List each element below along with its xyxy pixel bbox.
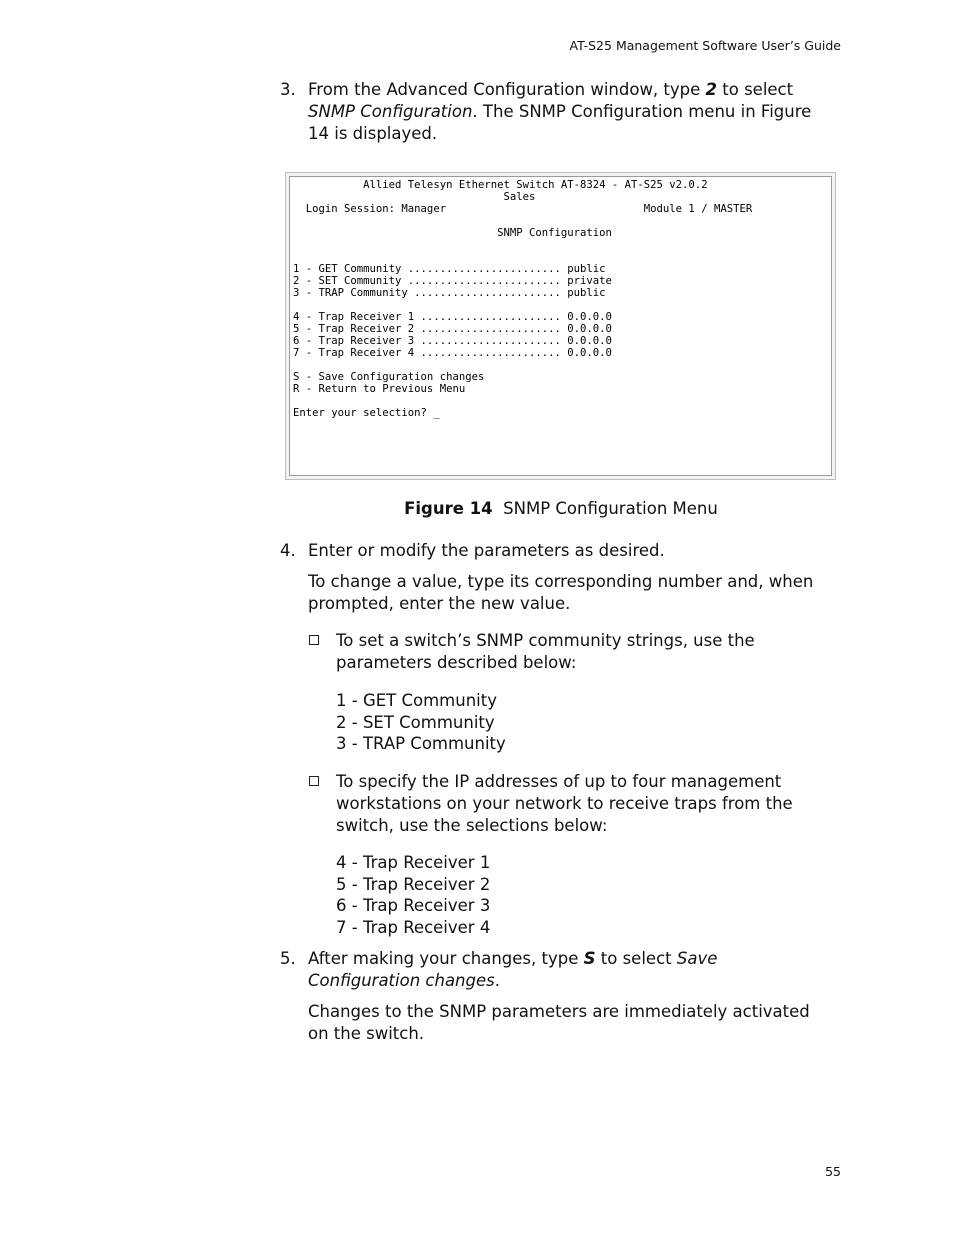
list-item: 2 - SET Community: [336, 712, 495, 732]
trap-receiver-list: [336, 852, 490, 939]
checkbox-bullet-icon: [309, 635, 319, 645]
key-emphasis: S: [583, 949, 596, 968]
terminal-line: SNMP Configuration: [293, 227, 612, 239]
bullet-trap-receivers: [308, 771, 838, 837]
running-header: AT-S25 Management Software User’s Guide: [569, 38, 841, 53]
terminal-line: S - Save Configuration changes: [293, 371, 485, 383]
terminal-window: [289, 176, 832, 476]
terminal-line: Enter your selection? _: [293, 407, 440, 419]
paragraph-change-value: To change a value, type its corresponding number and, when prompted, enter the new value.: [308, 572, 814, 613]
terminal-line: 2 - SET Community ........................ private: [293, 275, 612, 287]
terminal-line: R - Return to Previous Menu: [293, 383, 466, 395]
step-number: 5.: [280, 949, 296, 968]
step-text: Enter or modify the parameters as desired.: [308, 541, 665, 560]
terminal-screenshot: [285, 172, 836, 480]
page-number: 55: [825, 1164, 841, 1179]
figure-caption: [0, 499, 954, 518]
figure-title: SNMP Configuration Menu: [503, 499, 718, 518]
key-emphasis: 2: [705, 80, 718, 99]
bullet-text: To set a switch’s SNMP community strings, use the parameters described below:: [336, 631, 755, 672]
menu-name-emphasis: Save Configuration changes: [308, 949, 718, 990]
step-number: 3.: [280, 80, 296, 99]
list-item: 5 - Trap Receiver 2: [336, 874, 491, 894]
terminal-line: Allied Telesyn Ethernet Switch AT-8324 - AT-S25 v2.0.2: [293, 179, 708, 191]
terminal-line: 5 - Trap Receiver 2 ...................... 0.0.0.0: [293, 323, 612, 335]
bullet-community-strings: [308, 630, 838, 674]
step-number: 4.: [280, 541, 296, 560]
menu-name-emphasis: SNMP Configuration: [308, 102, 473, 121]
step-text: From the Advanced Configuration window, type 2 to select SNMP Configuration. The SNMP Configuration menu in Figure 14 is displayed.: [308, 80, 812, 143]
step-5: [280, 948, 840, 992]
checkbox-bullet-icon: [309, 776, 319, 786]
terminal-line: Login Session: Manager Module 1 / MASTER: [293, 203, 753, 215]
list-item: 4 - Trap Receiver 1: [336, 853, 491, 872]
list-item: 3 - TRAP Community: [336, 734, 506, 754]
terminal-line: 6 - Trap Receiver 3 ...................... 0.0.0.0: [293, 335, 612, 347]
step-4: [280, 540, 840, 562]
bullet-text: To specify the IP addresses of up to four management workstations on your network to receive traps from the switch, use the selections below:: [336, 772, 793, 835]
list-item: 6 - Trap Receiver 3: [336, 896, 491, 916]
community-list: [336, 690, 506, 755]
step-text: After making your changes, type S to select Save Configuration changes.: [308, 949, 718, 990]
terminal-line: 7 - Trap Receiver 4 ...................... 0.0.0.0: [293, 347, 612, 359]
terminal-line: Sales: [293, 191, 536, 203]
step-3: [280, 79, 840, 145]
paragraph-activated: Changes to the SNMP parameters are immediately activated on the switch.: [308, 1002, 810, 1043]
figure-label: Figure 14: [404, 499, 493, 518]
list-item: 7 - Trap Receiver 4: [336, 918, 491, 938]
terminal-line: 3 - TRAP Community ....................... public: [293, 287, 606, 299]
terminal-line: 4 - Trap Receiver 1 ...................... 0.0.0.0: [293, 311, 612, 323]
terminal-line: 1 - GET Community ........................ public: [293, 263, 606, 275]
list-item: 1 - GET Community: [336, 691, 497, 710]
